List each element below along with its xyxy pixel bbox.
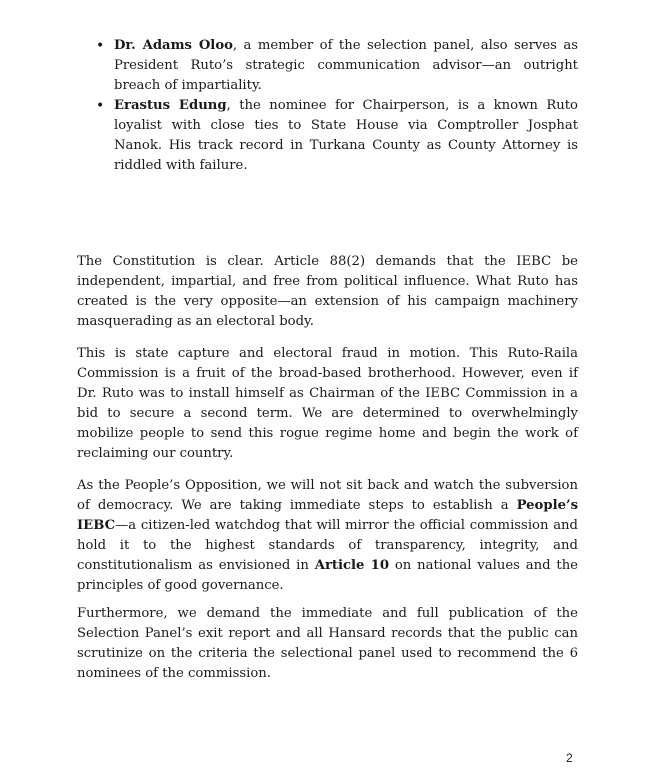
bullet-list bbox=[96, 36, 578, 176]
paragraph-text: As the People’s Opposition, we will not sit back and watch the subversion of democracy. We are taking immediate steps to establish a bbox=[77, 478, 578, 513]
paragraph-constitution: The Constitution is clear. Article 88(2) demands that the IEBC be independent, impartial, and free from political influence. What Ruto has created is the very opposite—an extension of his campaign machinery masquerading as an electoral body. bbox=[77, 254, 578, 329]
bullet-dot-icon: • bbox=[96, 98, 105, 114]
bullet-text: , a member of the selection panel, also serves as President Ruto’s strategic communication advisor—an outright breach of impartiality. bbox=[114, 38, 578, 93]
bullet-name: Erastus Edung bbox=[114, 98, 227, 113]
paragraph-text: on national values and the principles of good governance. bbox=[77, 558, 578, 593]
paragraph-bold-text: Article 10 bbox=[314, 558, 390, 573]
paragraph-demand-publication: Furthermore, we demand the immediate and full publication of the Selection Panel’s exit report and all Hansard records that the public can scrutinize on the criteria the selectional panel used to recommend the 6 nominees of the commission. bbox=[77, 606, 578, 681]
paragraph-bold-text: People’s IEBC bbox=[77, 498, 578, 533]
page-number: 2 bbox=[566, 751, 573, 765]
paragraph-peoples-opposition bbox=[77, 476, 578, 596]
paragraph-text: —a citizen-led watchdog that will mirror the official commission and hold it to the highest standards of transparency, integrity, and constitutionalism as envisioned in bbox=[77, 518, 578, 573]
bullet-name: Dr. Adams Oloo bbox=[114, 38, 233, 53]
bullet-item bbox=[96, 96, 578, 176]
bullet-item bbox=[96, 36, 578, 96]
bullet-text: , the nominee for Chairperson, is a known Ruto loyalist with close ties to State House via Comptroller Josphat Nanok. His track record in Turkana County as County Attorney is riddled with failure. bbox=[114, 98, 578, 173]
paragraph-state-capture: This is state capture and electoral fraud in motion. This Ruto-Raila Commission is a fruit of the broad-based brotherhood. However, even if Dr. Ruto was to install himself as Chairman of the IEBC Commission in a bid to secure a second term. We are determined to overwhelmingly mobilize people to send this rogue regime home and begin the work of reclaiming our country. bbox=[77, 346, 578, 461]
bullet-dot-icon: • bbox=[96, 38, 105, 54]
